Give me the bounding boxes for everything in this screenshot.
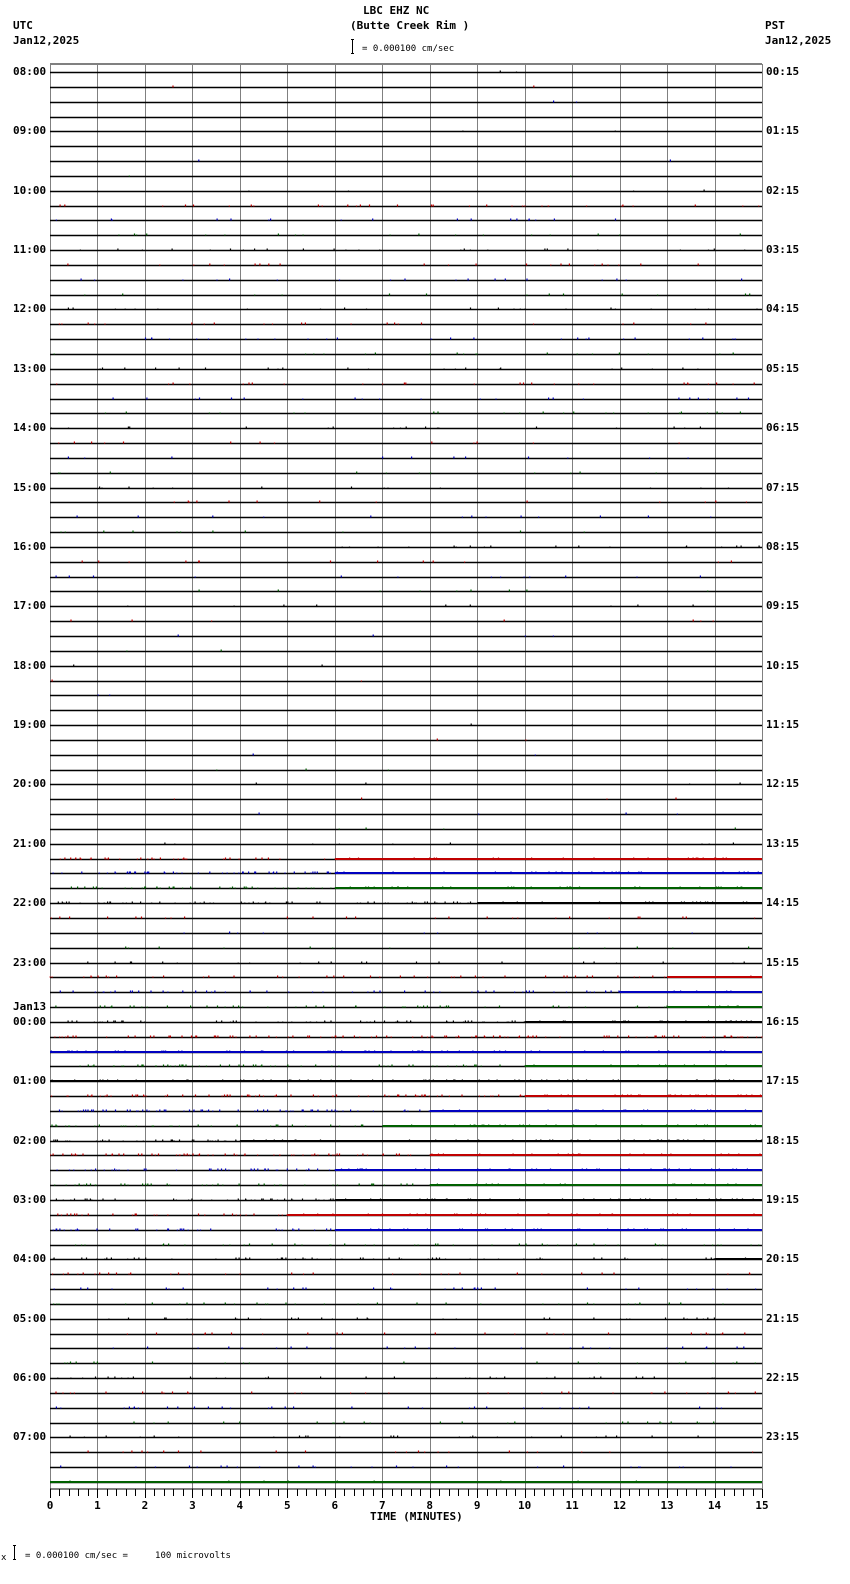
pst-hour-label: 22:15 bbox=[766, 1371, 800, 1385]
x-tick-label: 14 bbox=[707, 1499, 722, 1512]
utc-hour-label: 05:00 bbox=[13, 1311, 47, 1325]
footer-prefix: x bbox=[1, 1553, 7, 1563]
pst-hour-label: 01:15 bbox=[766, 124, 800, 138]
x-axis-label: TIME (MINUTES) bbox=[370, 1510, 463, 1523]
pst-hour-label: 08:15 bbox=[766, 539, 800, 553]
footer-scale-bar-icon bbox=[13, 1545, 16, 1560]
pst-hour-label: 17:15 bbox=[766, 1074, 800, 1088]
left-timezone: UTC bbox=[13, 19, 33, 32]
x-tick-label: 4 bbox=[236, 1499, 244, 1512]
x-tick-label: 9 bbox=[473, 1499, 481, 1512]
left-date: Jan12,2025 bbox=[13, 34, 80, 47]
utc-hour-label: 18:00 bbox=[13, 658, 47, 672]
scale-label: = 0.000100 cm/sec bbox=[362, 44, 455, 54]
x-tick-label: 7 bbox=[378, 1499, 386, 1512]
utc-hour-label: 23:00 bbox=[13, 955, 47, 969]
pst-hour-label: 06:15 bbox=[766, 421, 800, 435]
pst-hour-label: 05:15 bbox=[766, 361, 800, 375]
pst-hour-label: 12:15 bbox=[766, 777, 800, 791]
utc-hour-label: 02:00 bbox=[13, 1133, 47, 1147]
utc-hour-label: 09:00 bbox=[13, 124, 47, 138]
utc-hour-label: 14:00 bbox=[13, 421, 47, 435]
x-tick-label: 0 bbox=[46, 1499, 54, 1512]
footer-scale-note: = 0.000100 cm/sec = 100 microvolts bbox=[25, 1551, 231, 1561]
pst-hour-label: 19:15 bbox=[766, 1193, 800, 1206]
pst-hour-label: 04:15 bbox=[766, 302, 800, 316]
pst-hour-label: 02:15 bbox=[766, 183, 800, 197]
pst-hour-label: 13:15 bbox=[766, 836, 800, 850]
utc-hour-label: 03:00 bbox=[13, 1193, 47, 1206]
right-timezone: PST bbox=[765, 19, 785, 32]
pst-hour-label: 15:15 bbox=[766, 955, 800, 969]
utc-hour-label: 13:00 bbox=[13, 361, 47, 375]
x-tick-label: 1 bbox=[94, 1499, 101, 1512]
x-tick-label: 6 bbox=[331, 1499, 339, 1512]
pst-hour-label: 18:15 bbox=[766, 1133, 800, 1147]
utc-hour-label: 12:00 bbox=[13, 302, 47, 316]
utc-hour-label: 01:00 bbox=[13, 1074, 47, 1088]
x-tick-label: 12 bbox=[612, 1499, 627, 1512]
x-tick-label: 3 bbox=[189, 1499, 196, 1512]
pst-hour-label: 11:15 bbox=[766, 718, 800, 732]
pst-hour-label: 10:15 bbox=[766, 658, 800, 672]
utc-hour-label: 19:00 bbox=[13, 718, 47, 732]
utc-hour-label: 08:00 bbox=[13, 65, 47, 78]
pst-hour-label: 14:15 bbox=[766, 896, 800, 910]
utc-hour-label: 22:00 bbox=[13, 896, 47, 910]
right-date: Jan12,2025 bbox=[765, 34, 832, 47]
utc-hour-label: 00:00 bbox=[13, 1014, 47, 1028]
utc-hour-label: 21:00 bbox=[13, 836, 47, 850]
pst-hour-label: 23:15 bbox=[766, 1430, 800, 1444]
utc-hour-label: 10:00 bbox=[13, 183, 47, 197]
utc-hour-label: 11:00 bbox=[13, 243, 47, 257]
date-change-label: Jan13 bbox=[13, 999, 47, 1013]
x-tick-label: 8 bbox=[426, 1499, 434, 1512]
x-tick-label: 2 bbox=[141, 1499, 149, 1512]
utc-hour-label: 17:00 bbox=[13, 599, 47, 613]
utc-hour-label: 15:00 bbox=[13, 480, 47, 494]
utc-hour-label: 06:00 bbox=[13, 1371, 47, 1385]
utc-hour-label: 07:00 bbox=[13, 1430, 47, 1444]
utc-hour-label: 04:00 bbox=[13, 1252, 47, 1266]
x-tick-label: 11 bbox=[565, 1499, 579, 1512]
utc-hour-label: 16:00 bbox=[13, 539, 47, 553]
pst-hour-label: 21:15 bbox=[766, 1311, 800, 1325]
station-title: LBC EHZ NC bbox=[363, 4, 430, 17]
pst-hour-label: 16:15 bbox=[766, 1014, 800, 1028]
x-tick-label: 5 bbox=[284, 1499, 291, 1512]
station-site: (Butte Creek Rim ) bbox=[350, 19, 470, 32]
x-tick-label: 13 bbox=[660, 1499, 674, 1512]
pst-hour-label: 07:15 bbox=[766, 480, 800, 494]
x-tick-label: 10 bbox=[518, 1499, 532, 1512]
x-tick-label: 15 bbox=[755, 1499, 769, 1512]
pst-hour-label: 00:15 bbox=[766, 65, 800, 78]
pst-hour-label: 20:15 bbox=[766, 1252, 800, 1266]
utc-hour-label: 20:00 bbox=[13, 777, 47, 791]
pst-hour-label: 09:15 bbox=[766, 599, 800, 613]
pst-hour-label: 03:15 bbox=[766, 243, 800, 257]
